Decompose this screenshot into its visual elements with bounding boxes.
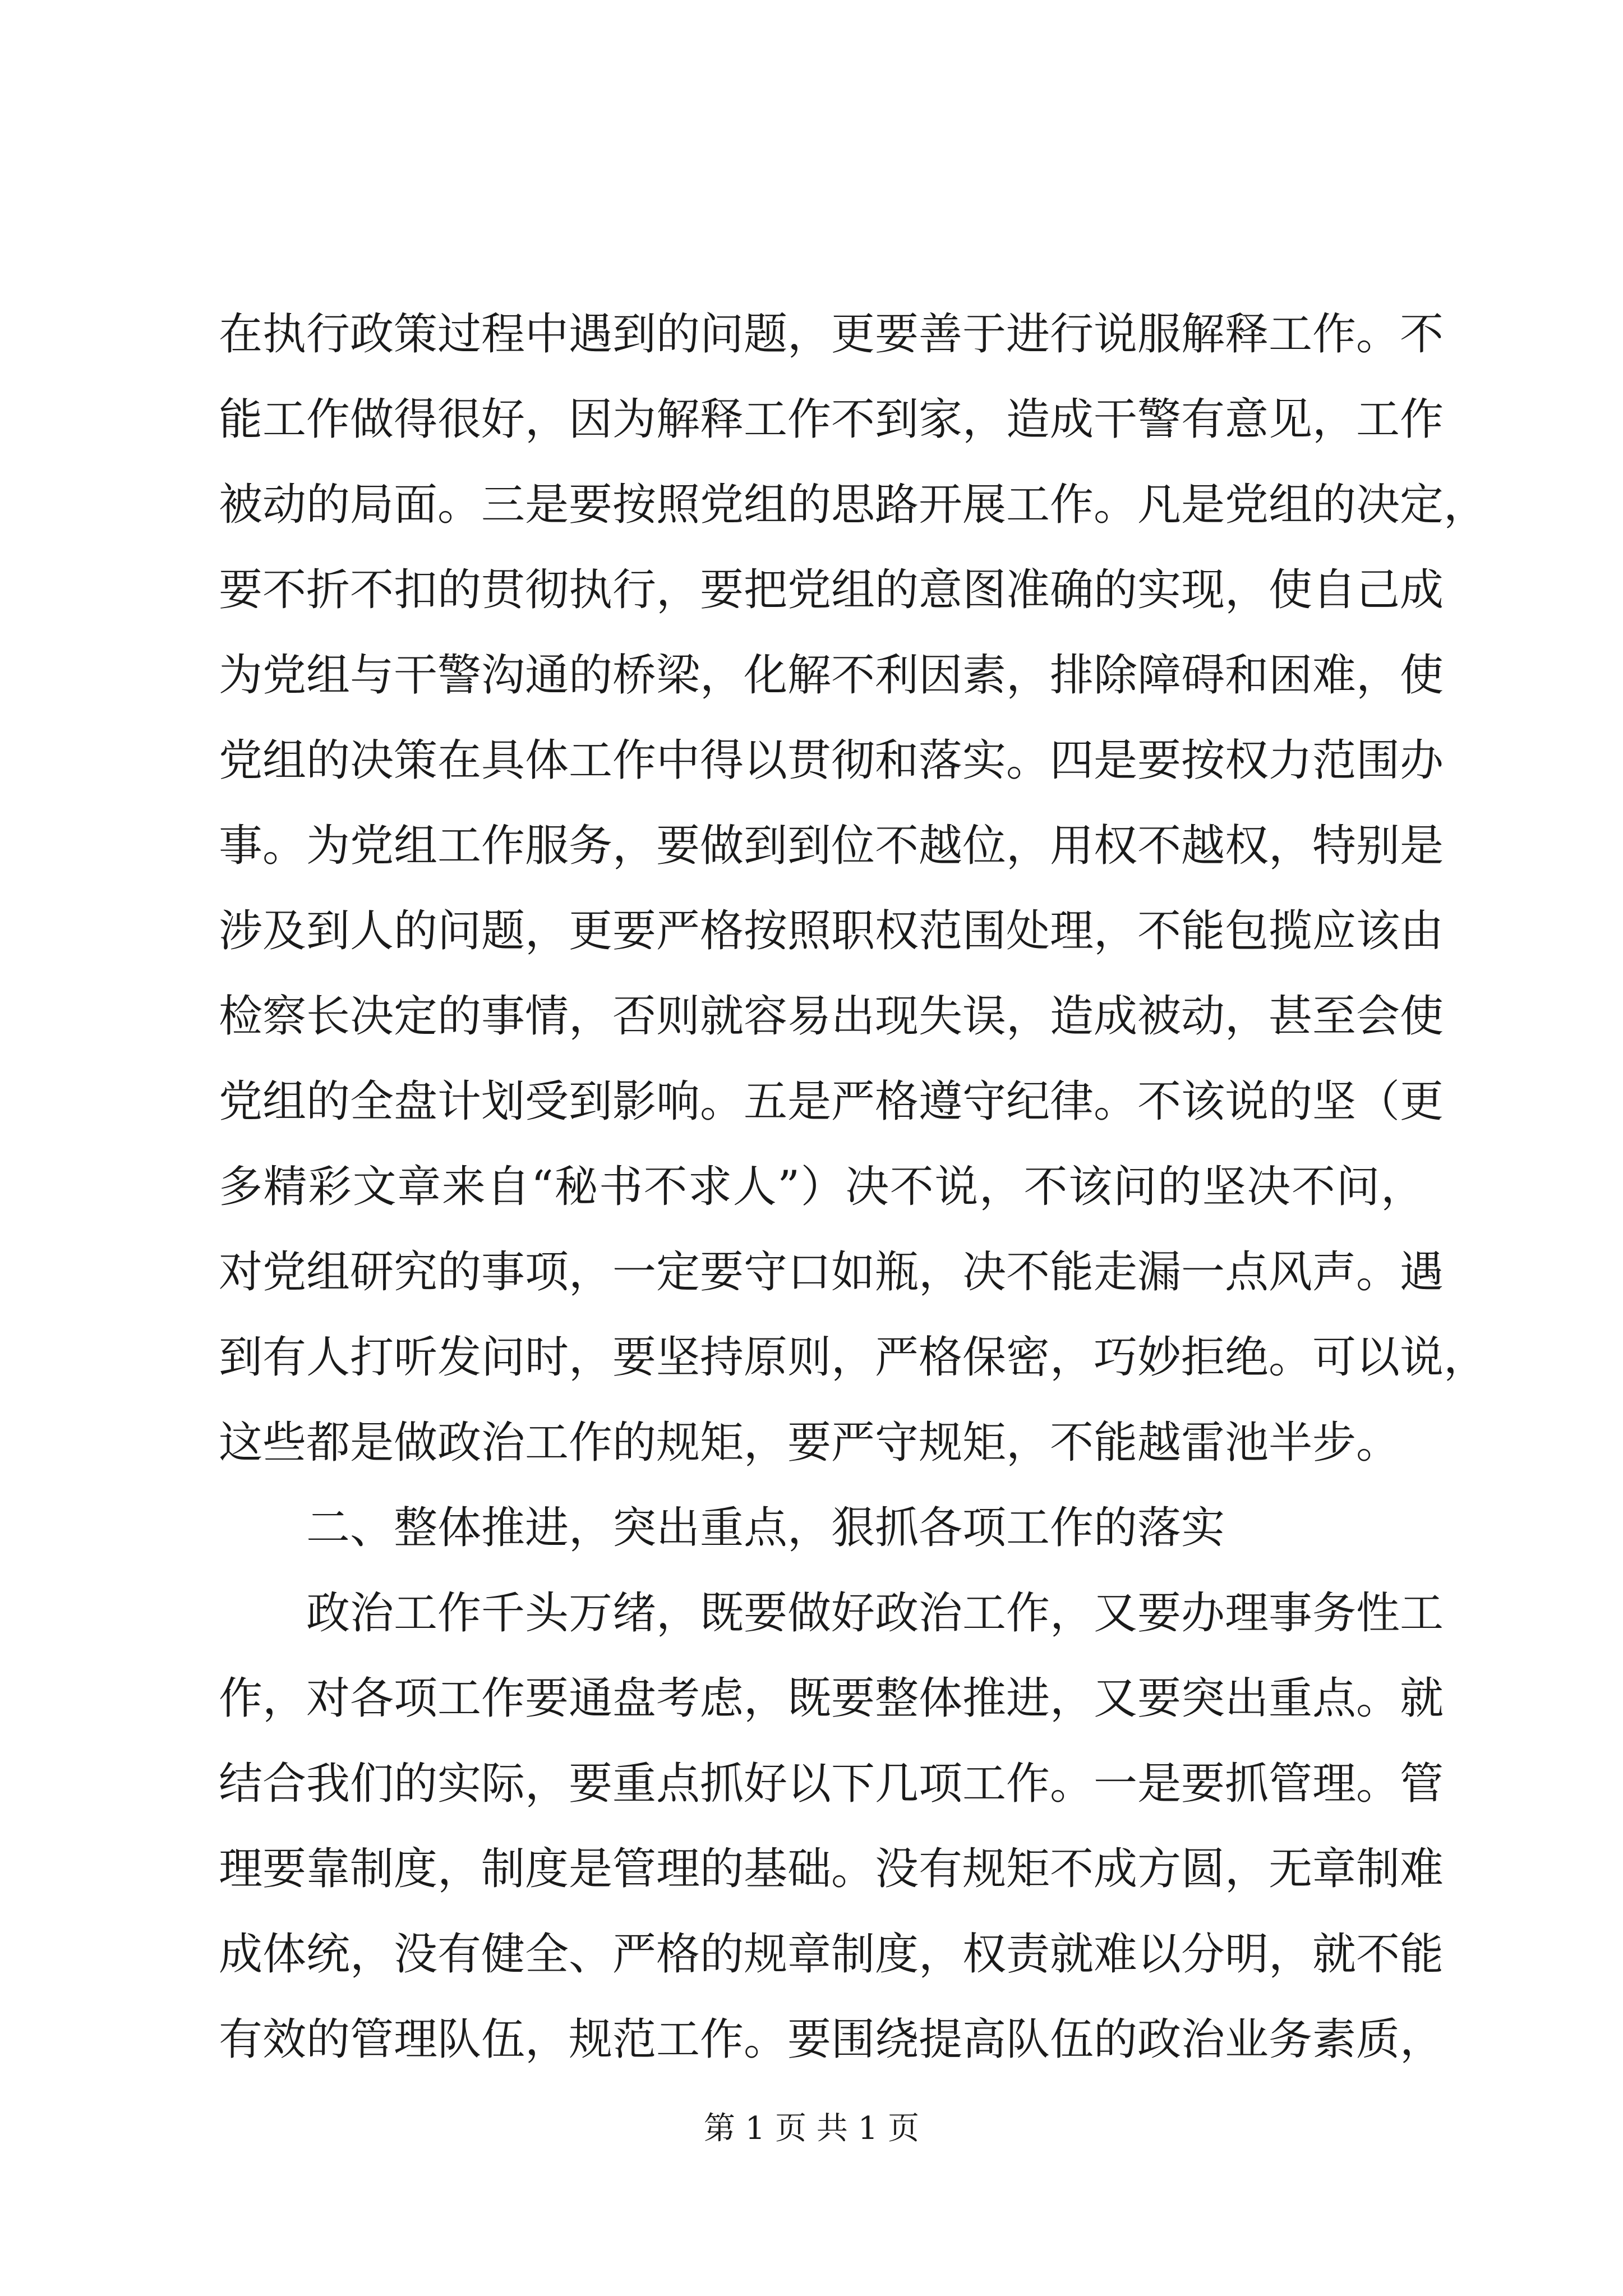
text-line-13: 到有人打听发问时，要坚持原则，严格保密，巧妙拒绝。可以说， <box>219 1332 1488 1383</box>
text-line-3: 被动的局面。三是要按照党组的思路开展工作。凡是党组的决定， <box>219 480 1488 530</box>
text-line-2: 能工作做得很好，因为解释工作不到家，造成干警有意见，工作 <box>219 394 1444 445</box>
text-line-14: 这些都是做政治工作的规矩，要严守规矩，不能越雷池半步。 <box>219 1418 1400 1468</box>
text-line-9: 检察长决定的事情，否则就容易出现失误，造成被动，甚至会使 <box>219 991 1444 1042</box>
text-line-8: 涉及到人的问题，更要严格按照职权范围处理，不能包揽应该由 <box>219 906 1444 956</box>
text-line-5: 为党组与干警沟通的桥梁，化解不利因素，排除障碍和困难，使 <box>219 650 1444 701</box>
text-line-12: 对党组研究的事项，一定要守口如瓶，决不能走漏一点风声。遇 <box>219 1247 1444 1297</box>
text-line-10: 党组的全盘计划受到影响。五是严格遵守纪律。不该说的坚（更 <box>219 1076 1444 1127</box>
text-line-7: 事。为党组工作服务，要做到到位不越位，用权不越权，特别是 <box>219 821 1444 871</box>
page-footer: 第 1 页 共 1 页 <box>703 2110 920 2147</box>
section-heading: 二、整体推进，突出重点，狠抓各项工作的落实 <box>306 1503 1225 1553</box>
text-line-18: 结合我们的实际，要重点抓好以下几项工作。一是要抓管理。管 <box>219 1759 1444 1809</box>
text-line-6: 党组的决策在具体工作中得以贯彻和落实。四是要按权力范围办 <box>219 735 1444 786</box>
text-line-4: 要不折不扣的贯彻执行，要把党组的意图准确的实现，使自己成 <box>219 565 1444 615</box>
text-line-19: 理要靠制度，制度是管理的基础。没有规矩不成方圆，无章制难 <box>219 1844 1444 1894</box>
document-body <box>219 292 1488 2082</box>
text-line-16: 政治工作千头万绪，既要做好政治工作，又要办理事务性工 <box>306 1588 1444 1639</box>
text-line-17: 作，对各项工作要通盘考虑，既要整体推进，又要突出重点。就 <box>219 1673 1444 1724</box>
text-line-1: 在执行政策过程中遇到的问题，更要善于进行说服解释工作。不 <box>219 309 1444 360</box>
text-line-21: 有效的管理队伍，规范工作。要围绕提高队伍的政治业务素质， <box>219 2014 1444 2065</box>
text-line-20: 成体统，没有健全、严格的规章制度，权责就难以分明，就不能 <box>219 1929 1444 1980</box>
text-line-11: 多精彩文章来自“秘书不求人”）决不说，不该问的坚决不问， <box>219 1162 1424 1212</box>
